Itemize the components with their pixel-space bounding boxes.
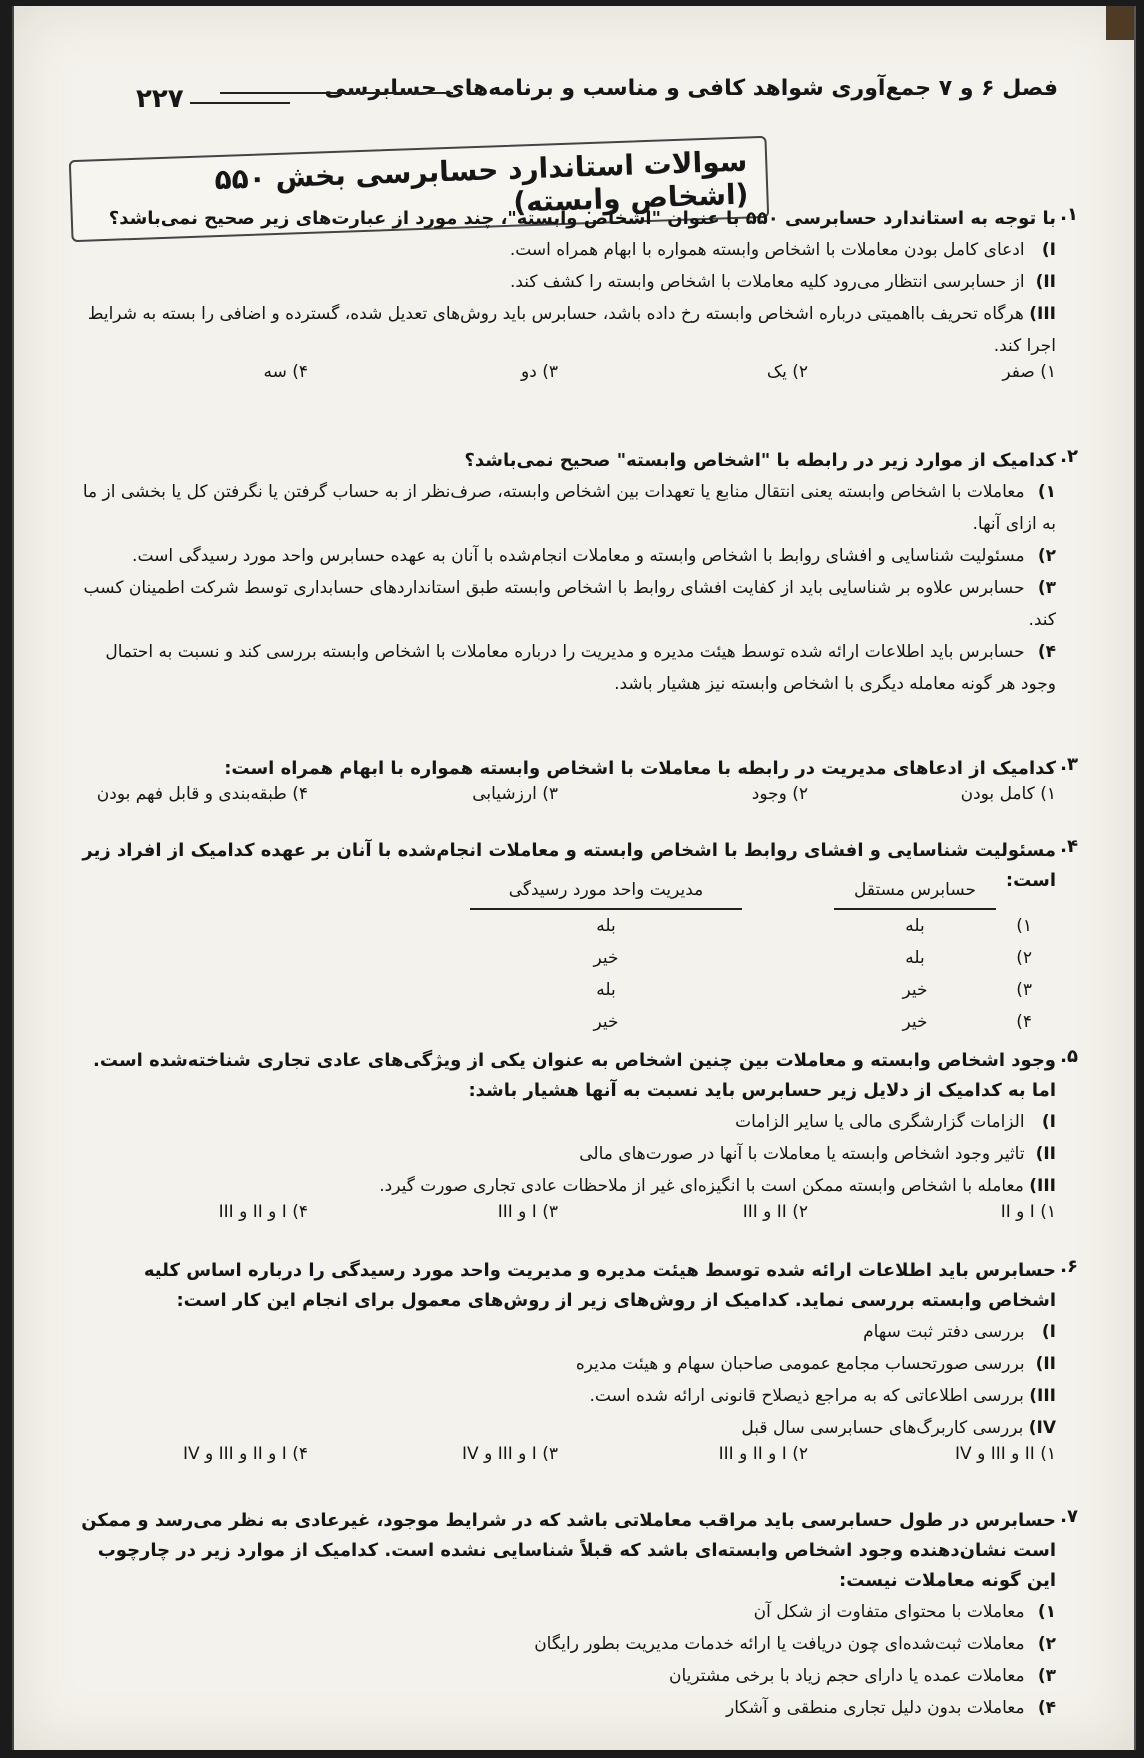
answer-option[interactable]: ۲) یک [766,362,808,382]
statement-label: III) [1029,1176,1056,1196]
statement [70,1380,1078,1412]
answer-table [470,872,1038,1038]
statement-text: بررسی صورتحساب مجامع عمومی صاحبان سهام و هیئت مدیره [575,1354,1025,1374]
answer-option[interactable]: ۴) I و II و III [218,1202,308,1222]
answer-option[interactable] [70,636,1078,700]
question-stem: با توجه به استاندارد حسابرسی ۵۵۰ با عنوان "اشخاص وابسته"، چند مورد از عبارت‌های زیر صحیح نمی‌باشد؟ [108,208,1056,229]
answer-options [70,784,1078,816]
page-number: ۲۲۷ [136,84,184,114]
table-spacer [742,974,834,1006]
answer-option[interactable]: ۲) I و II و III [718,1444,808,1464]
page-content [70,6,1078,1750]
question-number: ۱. [1060,204,1078,225]
answer-option[interactable] [70,1692,1078,1724]
statement-label: I) [1041,240,1056,260]
answer-option[interactable] [70,1628,1078,1660]
answer-option[interactable] [70,476,1078,540]
cell-auditor: خیر [902,1012,928,1032]
answer-option[interactable]: ۱) کامل بودن [960,784,1056,804]
question-4 [70,836,1078,1032]
statement-label: III) [1029,304,1056,324]
question-6 [70,1256,1078,1476]
answer-options [70,1444,1078,1476]
question-2 [70,446,1078,700]
option-label: ۴) [1037,642,1056,662]
cell-management: خیر [593,948,619,968]
statement-text: هرگاه تحریف بااهمیتی درباره اشخاص وابسته رخ داده باشد، حسابرس باید روش‌های تعدیل شده، گسترده و اضافی را بسته به شرایط اجرا کند. [87,304,1056,356]
option-text: معاملات عمده یا دارای حجم زیاد با برخی مشتریان [669,1666,1025,1686]
statement [70,1316,1078,1348]
statement [70,234,1078,266]
page-number-rule [190,102,290,104]
answer-option[interactable]: ۴) I و II و III و IV [182,1444,308,1464]
statement-text: بررسی کاربرگ‌های حسابرسی سال قبل [741,1418,1024,1438]
running-title: فصل ۶ و ۷ جمع‌آوری شواهد کافی و مناسب و برنامه‌های حسابرسی [324,76,1058,101]
question-number: ۷. [1060,1506,1078,1527]
answer-option[interactable]: ۳) ارزشیابی [472,784,558,804]
question-5 [70,1046,1078,1234]
answer-option[interactable] [70,1596,1078,1628]
header-rule [220,92,453,94]
cell-auditor: خیر [902,980,928,1000]
answer-option[interactable]: ۱) II و III و IV [955,1444,1056,1464]
answer-option[interactable] [70,540,1078,572]
row-number: ۱) [1016,915,1032,936]
question-stem: کدامیک از ادعاهای مدیریت در رابطه با معاملات با اشخاص وابسته همواره با ابهام همراه است: [224,758,1056,779]
question-number: ۶. [1060,1256,1078,1277]
question-1 [70,204,1078,394]
statement [70,298,1078,362]
answer-option[interactable]: ۴) سه [263,362,308,382]
option-label: ۲) [1037,1634,1056,1654]
option-label: ۴) [1037,1698,1056,1718]
statement [70,1170,1078,1202]
question-3 [70,754,1078,816]
answer-option[interactable]: ۴) طبقه‌بندی و قابل فهم بودن [96,784,308,804]
cell-management: بله [596,980,616,1000]
statement-text: ادعای کامل بودن معاملات با اشخاص وابسته همواره با ابهام همراه است. [509,240,1025,260]
answer-option[interactable] [70,572,1078,636]
book-page [12,6,1136,1750]
table-spacer [742,872,834,909]
statement-label: II) [1035,272,1056,292]
answer-option[interactable]: ۲) وجود [751,784,808,804]
section-title: سوالات استاندارد حسابرسی بخش ۵۵۰ (اشخاص وابسته) [69,136,769,242]
column-header: مدیریت واحد مورد رسیدگی [470,872,742,909]
statement [70,1348,1078,1380]
table-row[interactable] [470,909,1038,942]
answer-option[interactable]: ۳) I و III و IV [462,1444,558,1464]
table-spacer [742,909,834,942]
statement-text: معامله با اشخاص وابسته ممکن است با انگیزه‌ای غیر از ملاحظات عادی تجاری صورت گیرد. [379,1176,1024,1196]
option-label: ۳) [1037,1666,1056,1686]
table-corner [996,872,1038,909]
question-stem: حسابرس در طول حسابرسی باید مراقب معاملاتی باشد که در شرایط موجود، غیرعادی به نظر می‌رسد و ممکن است نشان‌دهنده وجود اشخاص وابسته‌ای باشد که قبلاً شناسایی نشده است. کدامیک از موارد زیر در چارچوب این گونه معاملات نیست: [81,1510,1056,1591]
cell-management: بله [596,916,616,936]
question-number: ۲. [1060,446,1078,467]
answer-option[interactable]: ۲) II و III [742,1202,808,1222]
answer-option[interactable] [70,1660,1078,1692]
table-row[interactable] [470,942,1038,974]
question-number: ۵. [1060,1046,1078,1067]
question-7 [70,1506,1078,1724]
statement-label: I) [1041,1322,1056,1342]
option-text: حسابرس علاوه بر شناسایی باید از کفایت افشای روابط با اشخاص وابسته طبق استانداردهای حسابداری توسط شرکت اطمینان کسب کند. [83,578,1056,630]
row-number: ۲) [1016,948,1032,968]
answer-options [70,1202,1078,1234]
cell-management: خیر [593,1012,619,1032]
option-text: معاملات بدون دلیل تجاری منطقی و آشکار [726,1698,1025,1718]
option-text: معاملات با محتوای متفاوت از شکل آن [753,1602,1025,1622]
question-stem: وجود اشخاص وابسته و معاملات بین چنین اشخاص به عنوان یکی از ویژگی‌های عادی تجاری شناخته‌شده است. اما به کدامیک از دلایل زیر حسابرس باید نسبت به آنها هشیار باشد: [93,1050,1056,1101]
row-number: ۳) [1016,980,1032,1000]
answer-option[interactable]: ۳) دو [521,362,558,382]
table-spacer [742,942,834,974]
statement-text: الزامات گزارشگری مالی یا سایر الزامات [735,1112,1025,1132]
answer-options [70,362,1078,394]
answer-option[interactable]: ۱) صفر [1002,362,1056,382]
statement-label: III) [1029,1386,1056,1406]
table-row[interactable] [470,974,1038,1006]
statement-text: تاثیر وجود اشخاص وابسته یا معاملات با آنها در صورت‌های مالی [579,1144,1025,1164]
option-text: معاملات با اشخاص وابسته یعنی انتقال منابع یا تعهدات بین اشخاص وابسته، صرف‌نظر از به حساب گرفتن یا نگرفتن کل یا بخشی از ما به ازای آنها. [82,482,1056,534]
statement-label: I) [1041,1112,1056,1132]
table-spacer [742,1006,834,1038]
statement-label: IV) [1028,1418,1056,1438]
column-header: حسابرس مستقل [834,872,996,909]
statement-text: بررسی اطلاعاتی که به مراجع ذیصلاح قانونی ارائه شده است. [589,1386,1024,1406]
statement [70,266,1078,298]
statement-text: بررسی دفتر ثبت سهام [863,1322,1025,1342]
option-label: ۲) [1037,546,1056,566]
option-text: معاملات ثبت‌شده‌ای چون دریافت یا ارائه خدمات مدیریت بطور رایگان [534,1634,1025,1654]
option-label: ۱) [1037,482,1056,502]
row-number: ۴) [1016,1012,1032,1032]
option-text: حسابرس باید اطلاعات ارائه شده توسط هیئت مدیره و مدیریت را درباره معاملات با اشخاص وابسته بررسی کند و نسبت به احتمال وجود هر گونه معامله دیگری با اشخاص وابسته نیز هشیار باشد. [105,642,1056,694]
statement-label: II) [1035,1144,1056,1164]
page-corner [1106,6,1134,40]
question-number: ۳. [1060,754,1078,775]
cell-auditor: بله [905,916,925,936]
option-text: مسئولیت شناسایی و افشای روابط با اشخاص وابسته و معاملات انجام‌شده با آنان به عهده حسابرس واحد مورد رسیدگی است. [132,546,1025,566]
statement-label: II) [1035,1354,1056,1374]
answer-option[interactable]: ۱) I و II [1000,1202,1056,1222]
running-header [70,64,1078,126]
question-stem: مسئولیت شناسایی و افشای روابط با اشخاص وابسته و معاملات انجام‌شده با آنان بر عهده کدامیک از افراد زیر است: [82,840,1056,891]
question-stem: حسابرس باید اطلاعات ارائه شده توسط هیئت مدیره و مدیریت واحد مورد رسیدگی را درباره اساس کلیه اشخاص وابسته بررسی نماید. کدامیک از روش‌های زیر از روش‌های معمول برای انجام این کار است: [143,1260,1056,1311]
question-stem: کدامیک از موارد زیر در رابطه با "اشخاص وابسته" صحیح نمی‌باشد؟ [464,450,1056,471]
table-row[interactable] [470,1006,1038,1038]
statement [70,1412,1078,1444]
statement-text: از حسابرسی انتظار می‌رود کلیه معاملات با اشخاص وابسته را کشف کند. [509,272,1025,292]
question-number: ۴. [1060,836,1078,857]
option-label: ۱) [1037,1602,1056,1622]
option-label: ۳) [1037,578,1056,598]
statement [70,1106,1078,1138]
answer-option[interactable]: ۳) I و III [497,1202,558,1222]
cell-auditor: بله [905,948,925,968]
statement [70,1138,1078,1170]
